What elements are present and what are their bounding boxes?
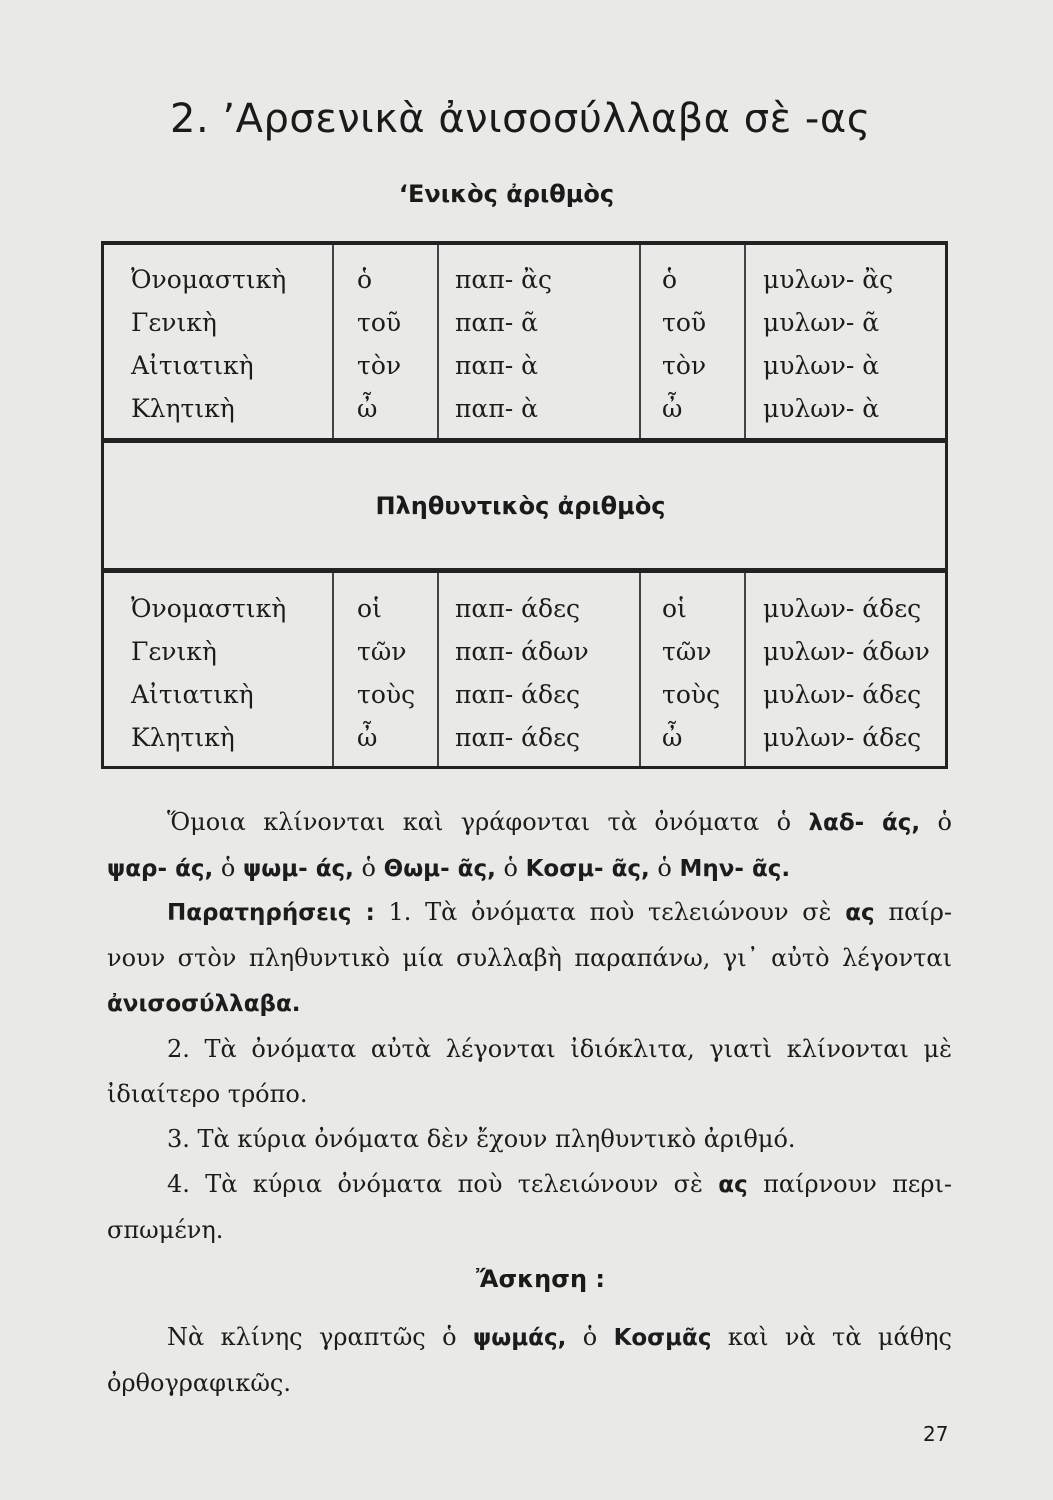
column-divider bbox=[437, 245, 439, 438]
noun-form: παπ- άδες bbox=[455, 723, 581, 752]
noun-form: παπ- ᾶ bbox=[455, 308, 539, 337]
noun-form: μυλων- ᾶ bbox=[763, 308, 880, 337]
article: τῶν bbox=[662, 637, 712, 666]
article: ὁ bbox=[582, 1323, 598, 1351]
text-line: ἰδιαίτερο τρόπο. bbox=[107, 1080, 308, 1108]
article: τοῦ bbox=[662, 308, 707, 337]
notes-label: Παρατηρήσεις : bbox=[167, 900, 375, 926]
section-title: 2. ’Αρσενικὰ ἀνισοσύλλαβα σὲ -ας bbox=[170, 96, 871, 142]
case-name: Γενικὴ bbox=[131, 637, 217, 666]
body-text: παίρνουν περι- bbox=[763, 1170, 952, 1198]
key-term: ἀνισοσύλλαβα. bbox=[107, 991, 301, 1017]
noun-form: παπ- ἂς bbox=[455, 265, 553, 294]
article: ὁ bbox=[662, 265, 678, 294]
example-word: ψωμάς, bbox=[472, 1325, 567, 1351]
noun-form: παπ- ὰ bbox=[455, 394, 539, 423]
notes-section bbox=[107, 890, 952, 1253]
page-number: 27 bbox=[923, 1422, 949, 1446]
text-line bbox=[107, 800, 952, 846]
text-line bbox=[107, 846, 952, 892]
noun-form: μυλων- άδες bbox=[763, 594, 922, 623]
article: τοὺς bbox=[357, 680, 416, 709]
case-name: Αἰτιατικὴ bbox=[131, 351, 254, 380]
article: ὁ bbox=[657, 854, 672, 882]
exercise-paragraph bbox=[107, 1315, 952, 1406]
example-word: Μην- ᾶς. bbox=[679, 856, 791, 882]
text-line: 2. Τὰ ὀνόματα αὐτὰ λέγονται ἰδιόκλιτα, γιατὶ κλίνονται μὲ bbox=[167, 1035, 952, 1063]
body-text: παίρ- bbox=[888, 898, 952, 926]
case-name: Αἰτιατικὴ bbox=[131, 680, 254, 709]
plural-heading: Πληθυντικὸς ἀριθμὸς bbox=[375, 492, 666, 520]
case-name: Ὀνομαστικὴ bbox=[131, 594, 287, 623]
example-word: ψωμ- άς, bbox=[243, 856, 354, 882]
article: ὁ bbox=[937, 808, 952, 836]
noun-form: παπ- άδων bbox=[455, 637, 589, 666]
case-name: Ὀνομαστικὴ bbox=[131, 265, 287, 294]
text-line bbox=[107, 1315, 952, 1361]
case-name: Γενικὴ bbox=[131, 308, 217, 337]
article: ὦ bbox=[662, 394, 683, 423]
text-line bbox=[107, 890, 952, 936]
column-divider bbox=[744, 245, 746, 438]
example-word: Θωμ- ᾶς, bbox=[383, 856, 496, 882]
exercise-heading: Ἄσκηση : bbox=[476, 1265, 605, 1293]
similar-nouns-paragraph bbox=[107, 800, 952, 892]
body-text: 4. Τὰ κύρια ὀνόματα ποὺ τελειώνουν σὲ bbox=[167, 1170, 703, 1198]
body-text: 1. Τὰ ὀνόματα ποὺ τελειώνουν σὲ bbox=[388, 898, 832, 926]
article: ὁ bbox=[503, 854, 518, 882]
article: τὸν bbox=[662, 351, 707, 380]
text-line bbox=[107, 1162, 952, 1208]
column-divider bbox=[332, 573, 334, 766]
example-word: λαδ- άς, bbox=[808, 810, 921, 836]
plural-top-rule bbox=[101, 568, 948, 573]
text-line: σπωμένη. bbox=[107, 1216, 224, 1244]
column-divider bbox=[639, 573, 641, 766]
noun-form: παπ- άδες bbox=[455, 594, 581, 623]
ending: ας bbox=[845, 900, 875, 926]
noun-form: μυλων- ὰ bbox=[763, 394, 880, 423]
noun-form: παπ- άδες bbox=[455, 680, 581, 709]
singular-heading: ‘Ενικὸς ἀριθμὸς bbox=[398, 180, 615, 208]
article: τοὺς bbox=[662, 680, 721, 709]
noun-form: μυλων- ὰ bbox=[763, 351, 880, 380]
column-divider bbox=[332, 245, 334, 438]
article: ὦ bbox=[662, 723, 683, 752]
article: τοῦ bbox=[357, 308, 402, 337]
column-divider bbox=[437, 573, 439, 766]
example-word: Κοσμ- ᾶς, bbox=[525, 856, 650, 882]
noun-form: μυλων- άδες bbox=[763, 723, 922, 752]
example-word: ψαρ- άς, bbox=[107, 856, 214, 882]
article: ὁ bbox=[357, 265, 373, 294]
noun-form: μυλων- άδων bbox=[763, 637, 930, 666]
text-line: 3. Τὰ κύρια ὀνόματα δὲν ἔχουν πληθυντικὸ ἀριθμό. bbox=[167, 1125, 796, 1153]
article: τῶν bbox=[357, 637, 407, 666]
text-line bbox=[107, 981, 952, 1027]
column-divider bbox=[639, 245, 641, 438]
article: ὁ bbox=[220, 854, 236, 882]
column-divider bbox=[744, 573, 746, 766]
table-top-rule bbox=[101, 241, 948, 245]
noun-form: παπ- ὰ bbox=[455, 351, 539, 380]
text-line: νουν στὸν πληθυντικὸ μία συλλαβὴ παραπάνω, γι᾿ αὐτὸ λέγονται bbox=[107, 944, 952, 972]
body-text: καὶ νὰ τὰ μάθης bbox=[727, 1323, 952, 1351]
case-name: Κλητικὴ bbox=[131, 723, 235, 752]
article: ὁ bbox=[361, 854, 376, 882]
article: τὸν bbox=[357, 351, 402, 380]
example-word: Κοσμᾶς bbox=[613, 1325, 712, 1351]
body-text: Ὅμοια κλίνονται καὶ γράφονται τὰ ὀνόματα ὁ bbox=[167, 808, 792, 836]
article: ὦ bbox=[357, 394, 378, 423]
body-text: Νὰ κλίνης γραπτῶς ὁ bbox=[167, 1323, 457, 1351]
text-line: ὀρθογραφικῶς. bbox=[107, 1369, 291, 1397]
singular-bottom-rule bbox=[101, 438, 948, 443]
noun-form: μυλων- ἂς bbox=[763, 265, 894, 294]
article: ὦ bbox=[357, 723, 378, 752]
ending: ας bbox=[718, 1172, 748, 1198]
article: οἱ bbox=[357, 594, 382, 623]
noun-form: μυλων- άδες bbox=[763, 680, 922, 709]
case-name: Κλητικὴ bbox=[131, 394, 235, 423]
article: οἱ bbox=[662, 594, 687, 623]
